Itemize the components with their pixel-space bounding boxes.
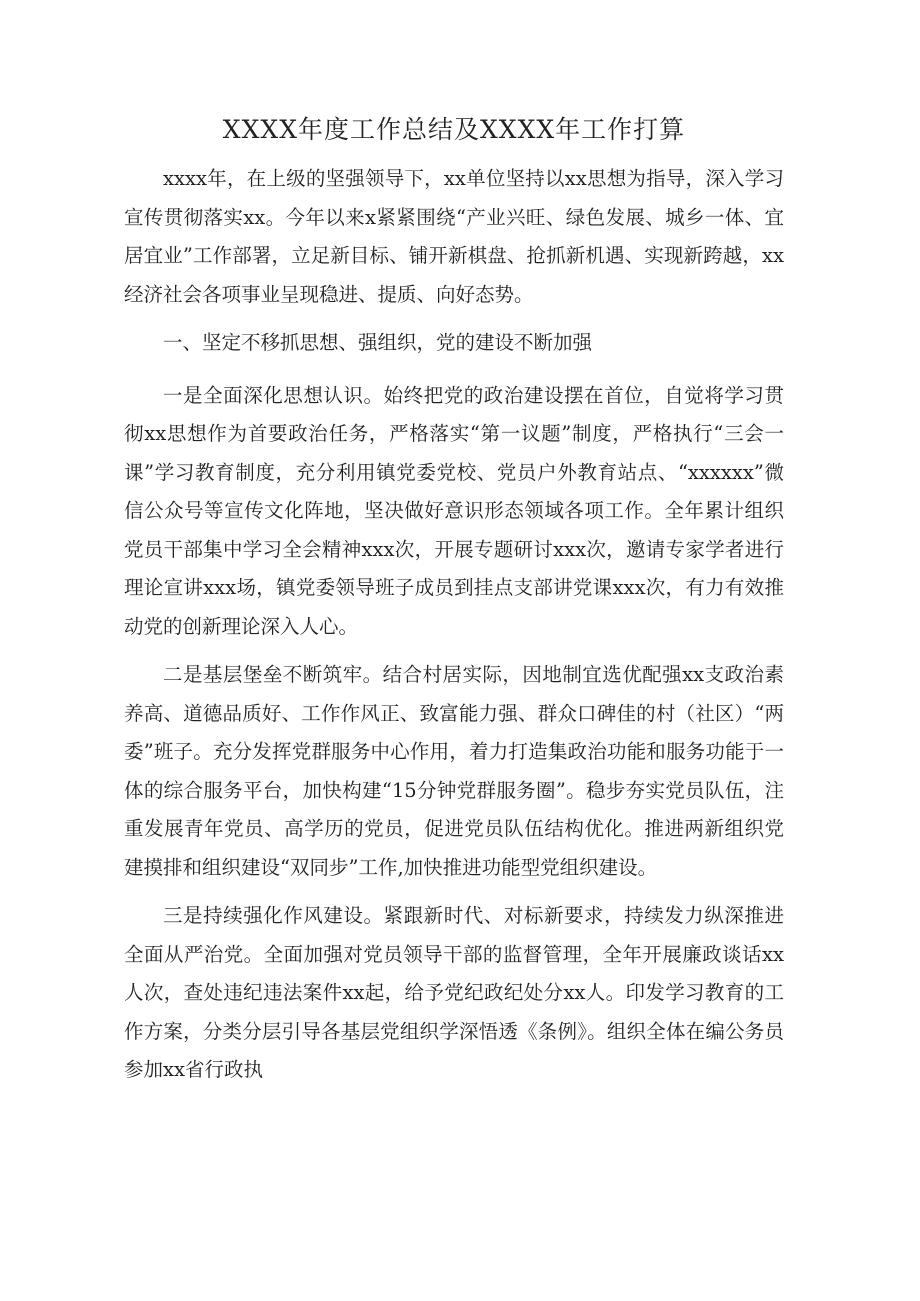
paragraph-work-style: 三是持续强化作风建设。紧跟新时代、对标新要求，持续发力纵深推进全面从严治党。全面加强对党员领导干部的监督管理，全年开展廉政谈话xx人次，查处违纪违法案件xx起，给予党纪政纪处分xx人。印发学习教育的工作方案，分类分层引导各基层党组织学深悟透《条例》。组织全体在编公务员参加xx省行政执 xyxy=(124,904,784,1081)
intro-paragraph: xxxx年，在上级的坚强领导下，xx单位坚持以xx思想为指导，深入学习宣传贯彻落实xx。今年以来x紧紧围绕“产业兴旺、绿色发展、城乡一体、宜居宜业”工作部署，立足新目标、铺开新棋盘、抢抓新机遇、实现新跨越，xx经济社会各项事业呈现稳进、提质、向好态势。 xyxy=(124,167,784,306)
section-heading-1: 一、坚定不移抓思想、强组织，党的建设不断加强 xyxy=(163,331,593,354)
paragraph-grassroots: 二是基层堡垒不断筑牢。结合村居实际，因地制宜选优配强xx支政治素养高、道德品质好、工作作风正、致富能力强、群众口碑佳的村（社区）“两委”班子。充分发挥党群服务中心作用，着力打造集政治功能和服务功能于一体的综合服务平台，加快构建“15分钟党群服务圈”。稳步夯实党员队伍，注重发展青年党员、高学历的党员，促进党员队伍结构优化。推进两新组织党建摸排和组织建设“双同步”工作,加快推进功能型党组织建设。 xyxy=(124,663,784,879)
document-title: XXXX年度工作总结及XXXX年工作打算 xyxy=(222,115,686,144)
paragraph-thought: 一是全面深化思想认识。始终把党的政治建设摆在首位，自觉将学习贯彻xx思想作为首要政治任务，严格落实“第一议题”制度，严格执行“三会一课”学习教育制度，充分利用镇党委党校、党员户外教育站点、“xxxxxx”微信公众号等宣传文化阵地，坚决做好意识形态领域各项工作。全年累计组织党员干部集中学习全会精神xxx次，开展专题研讨xxx次，邀请专家学者进行理论宣讲xxx场，镇党委领导班子成员到挂点支部讲党课xxx次，有力有效推动党的创新理论深入人心。 xyxy=(124,383,784,638)
